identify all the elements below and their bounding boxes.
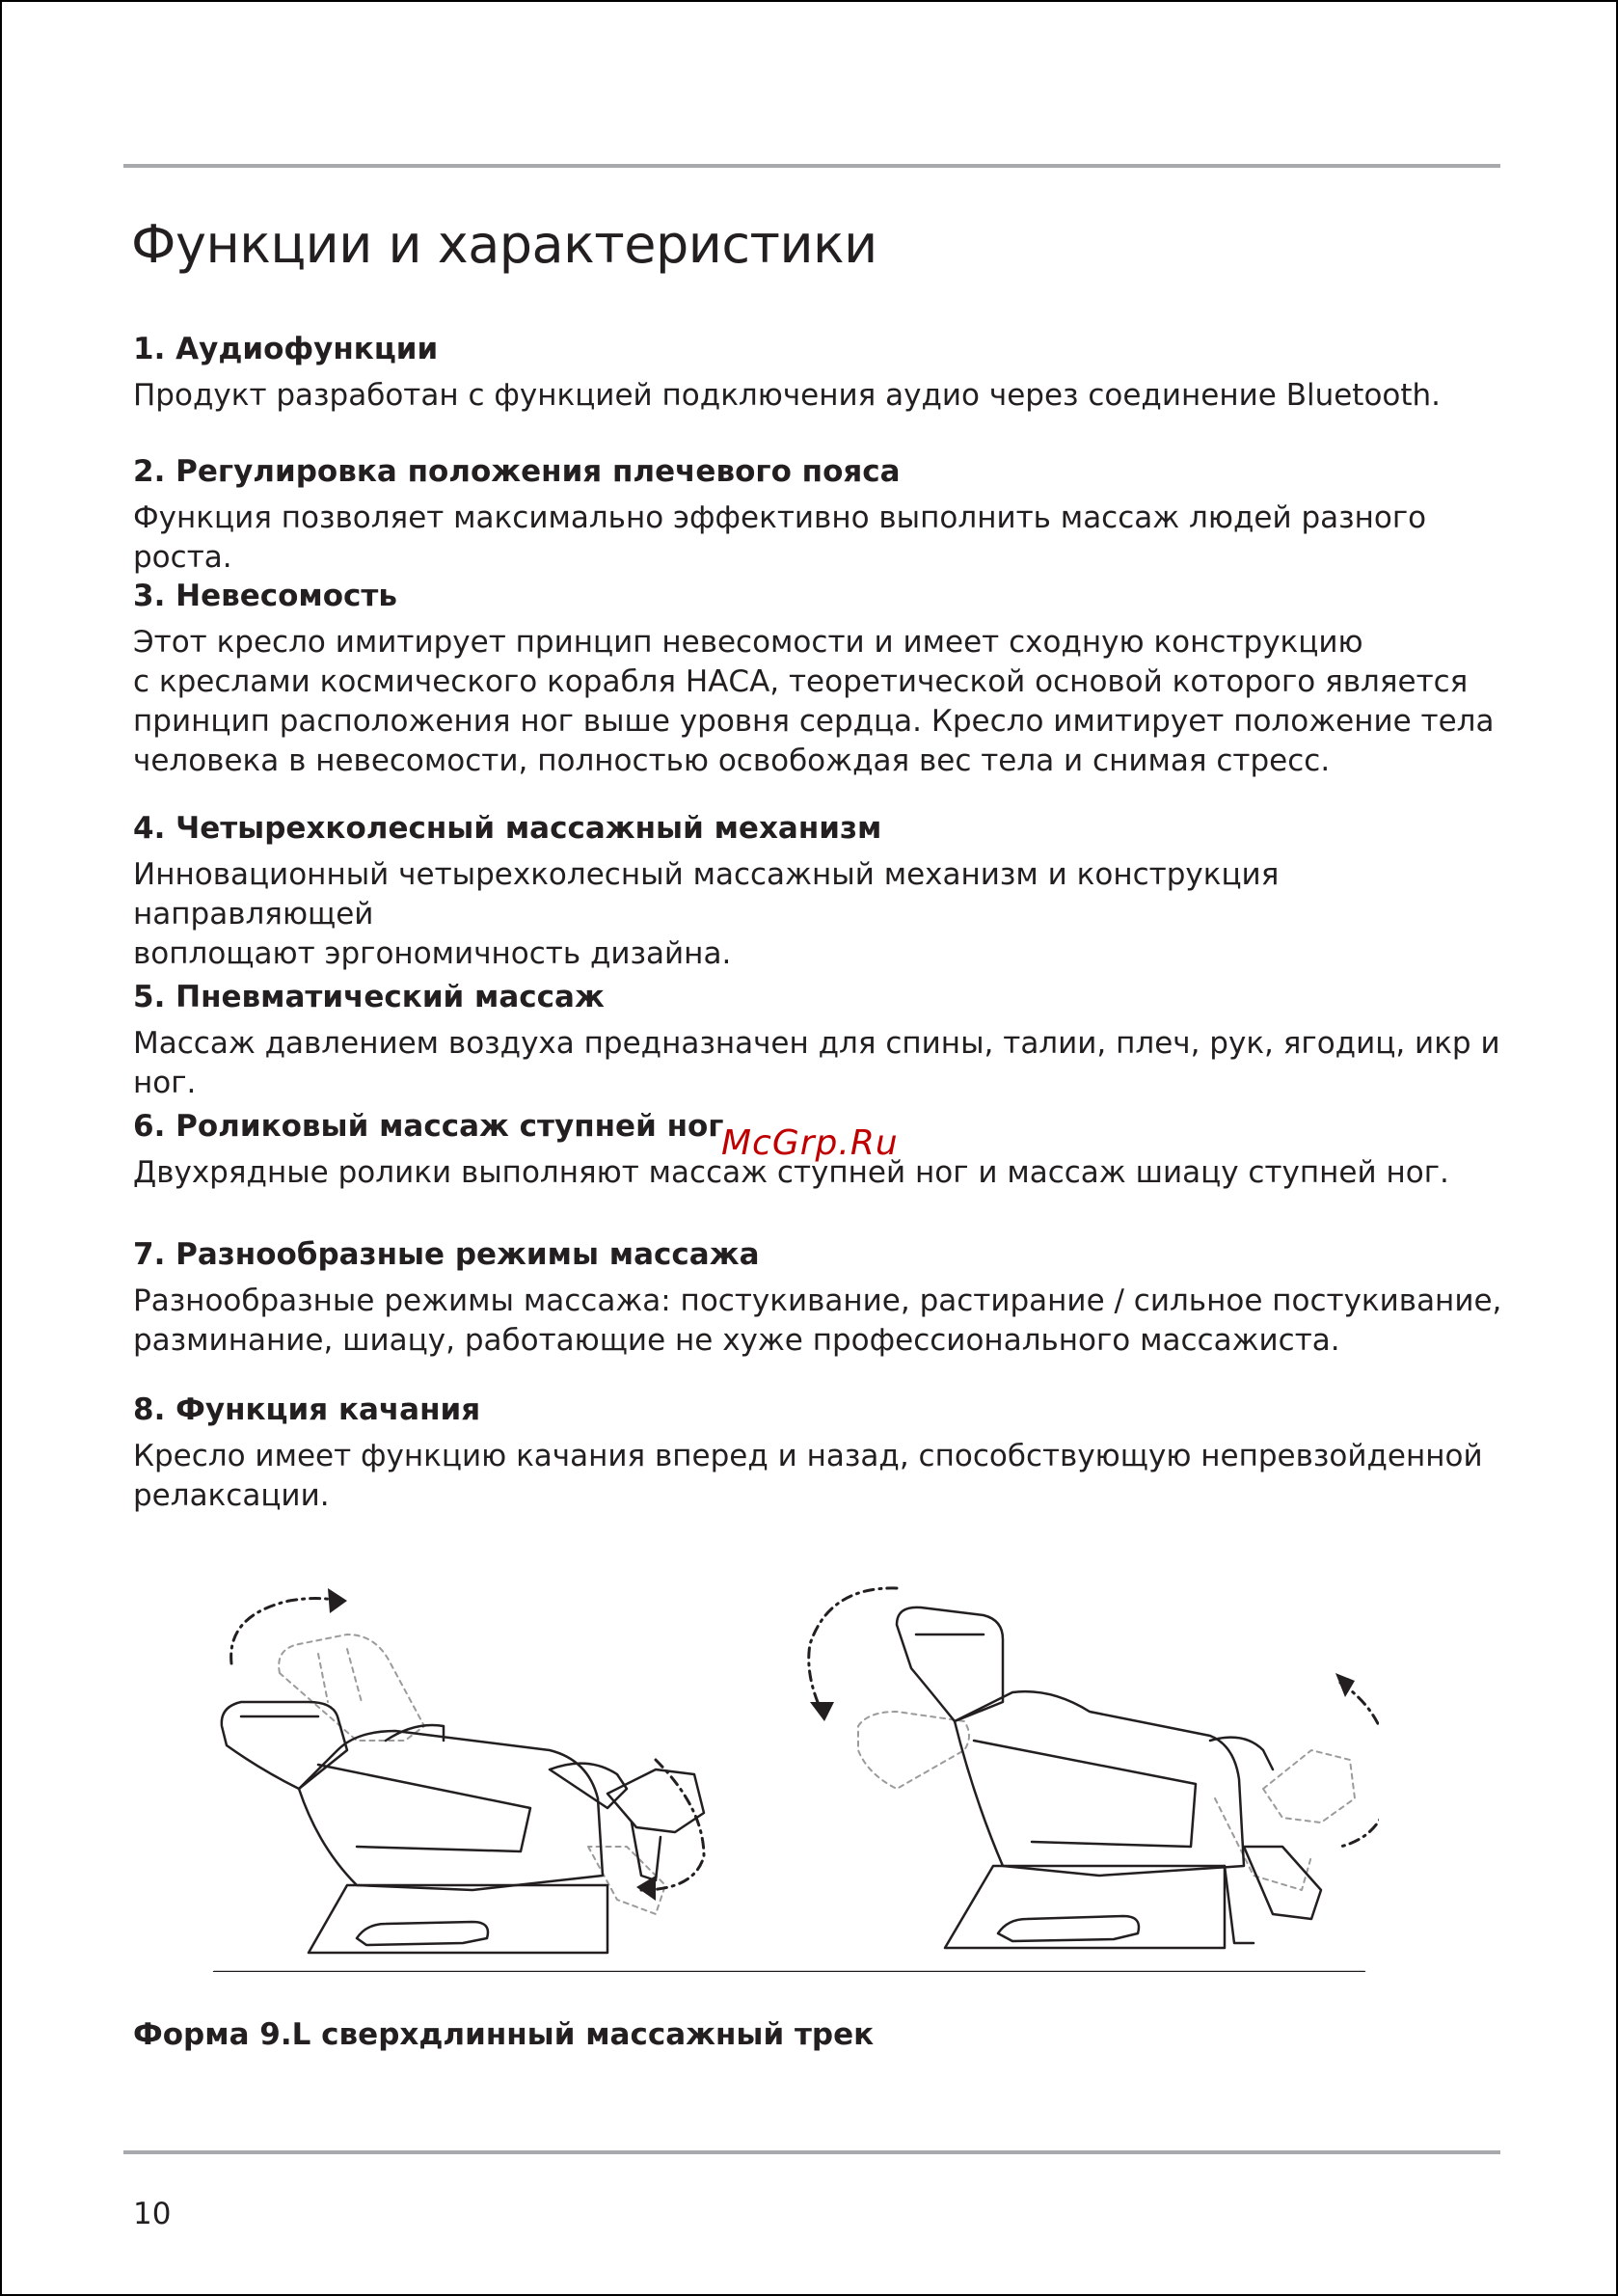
- page-number: 10: [133, 2197, 172, 2231]
- section-zero-gravity: [133, 575, 1522, 781]
- section-body: Массаж давлением воздуха предназначен для спины, талии, плеч, рук, ягодиц, икр и ног.: [133, 1026, 1500, 1100]
- section-shoulder-adjust: [133, 450, 1522, 578]
- section-heading: 4. Четырехколесный массажный механизм: [133, 811, 882, 846]
- footer-rule: [123, 2150, 1500, 2154]
- section-heading: 5. Пневматический массаж: [133, 980, 605, 1014]
- page-border-left: [0, 0, 2, 2296]
- section-body: Кресло имеет функцию качания вперед и назад, способствующую непревзойденной релаксации.: [133, 1439, 1483, 1513]
- section-body: Функция позволяет максимально эффективно выполнить массаж людей разного роста.: [133, 500, 1427, 575]
- section-four-wheel-mechanism: [133, 807, 1522, 974]
- section-heading: 6. Роликовый массаж ступней ног: [133, 1109, 724, 1144]
- page-border-top: [0, 0, 1618, 2]
- section-heading: 1. Аудиофункции: [133, 332, 439, 366]
- section-body: Продукт разработан с функцией подключения аудио через соединение Bluetooth.: [133, 378, 1442, 413]
- chair-ghost-left: [279, 1634, 665, 1914]
- section-swing: [133, 1389, 1522, 1516]
- section-air-massage: [133, 976, 1522, 1103]
- swing-chair-figure: [202, 1557, 1379, 1972]
- figure-caption: Форма 9.L сверхдлинный массажный трек: [133, 2017, 875, 2052]
- rotation-arrow-icon: [231, 1599, 704, 1891]
- section-audio: [133, 328, 1522, 416]
- watermark: McGrp.Ru: [721, 1123, 899, 1163]
- header-rule: [123, 164, 1500, 168]
- chair-upright-right: [897, 1607, 1321, 1948]
- section-body: Разнообразные режимы массажа: постукивание, растирание / сильное постукивание, разминание, шиацу, работающие не хуже профессионального массажиста.: [133, 1283, 1502, 1358]
- section-heading: 3. Невесомость: [133, 579, 398, 613]
- section-body: Двухрядные ролики выполняют массаж ступней ног и массаж шиацу ступней ног.: [133, 1155, 1449, 1190]
- chair-reclined-left: [222, 1702, 704, 1953]
- page-title: Функции и характеристики: [131, 214, 877, 275]
- section-body: Этот кресло имитирует принцип невесомости и имеет сходную конструкцию с креслами космического корабля НАСА, теоретической основой которого является принцип расположения ног выше уровня сердца. Кресло имитирует положение тела человека в невесомости, полностью освобождая вес тела и снимая стресс.: [133, 625, 1495, 778]
- section-massage-modes: [133, 1233, 1522, 1361]
- section-heading: 8. Функция качания: [133, 1392, 481, 1427]
- section-body: Инновационный четырехколесный массажный механизм и конструкция направляющей воплощают эргономичность дизайна.: [133, 857, 1280, 971]
- section-heading: 2. Регулировка положения плечевого пояса: [133, 454, 901, 489]
- section-heading: 7. Разнообразные режимы массажа: [133, 1237, 760, 1272]
- chair-ghost-right: [858, 1712, 1355, 1890]
